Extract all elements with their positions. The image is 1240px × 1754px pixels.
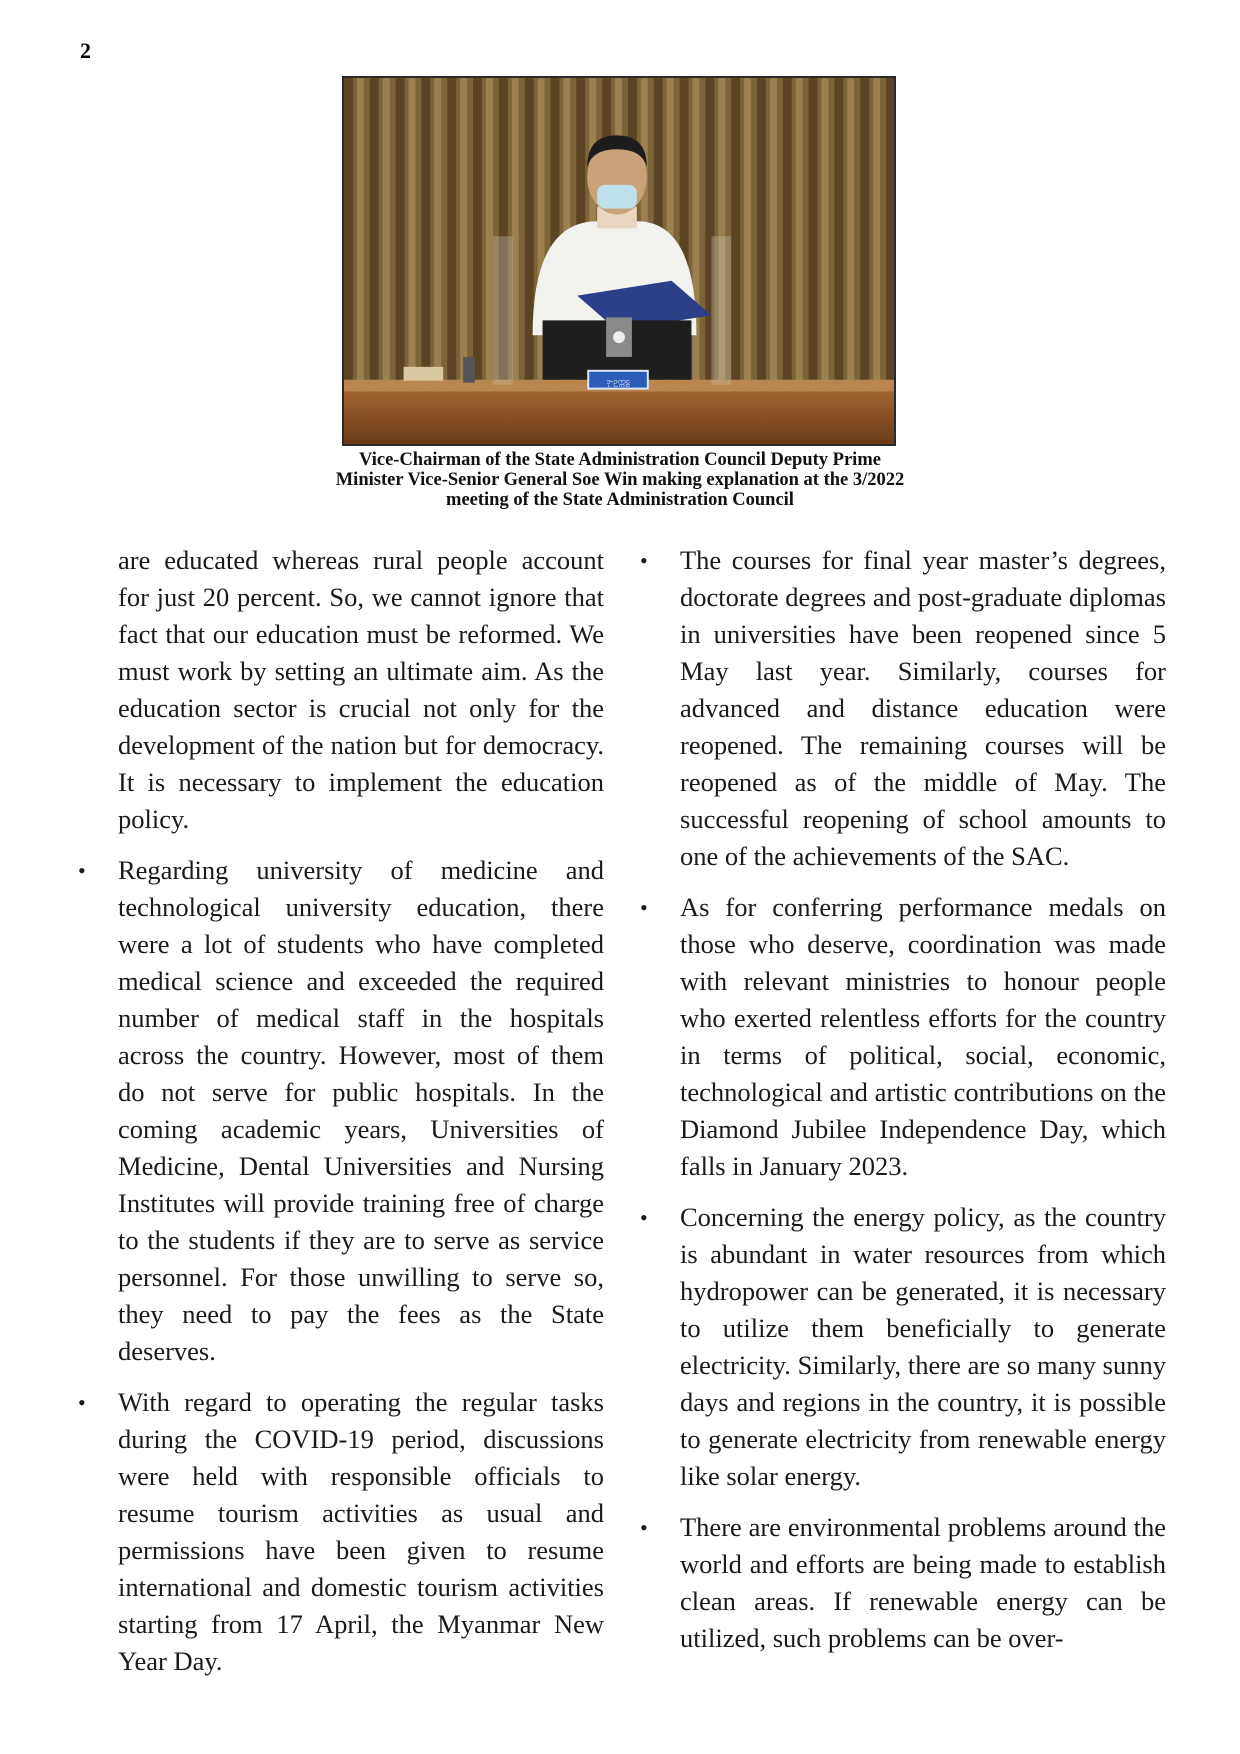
bullet-icon: • [640,1205,648,1230]
right-column [640,542,1166,1671]
speaker-at-podium-image [344,78,894,444]
photo-caption: Vice-Chairman of the State Administration Council Deputy Prime Minister Vice-Senior General Soe Win making explanation at the 3/2022 meeting of the State Administration Council [335,450,905,510]
bullet-item [78,852,604,1370]
bullet-icon: • [640,548,648,573]
bullet-icon: • [640,1515,648,1540]
bullet-icon: • [78,858,86,883]
bullet-text: Concerning the energy policy, as the country is abundant in water resources from which hydropower can be generated, it is necessary to utilize them beneficially to generate electricity. Similarly, there are so many sunny days and regions in the country, it is possible to generate electricity from renewable energy like solar energy. [680,1202,1166,1491]
bullet-text: The courses for final year master’s degrees, doctorate degrees and post-graduate diplomas in universities have been reopened since 5 May last year. Similarly, courses for advanced and distance education were reopened. The remaining courses will be reopened as of the middle of May. The successful reopening of school amounts to one of the achievements of the SAC. [680,545,1166,871]
bullet-text: As for conferring performance medals on those who deserve, coordination was made with relevant ministries to honour people who exerted relentless efforts for the country in terms of political, social, economic, technological and artistic contributions on the Diamond Jubilee Independence Day, which falls in January 2023. [680,892,1166,1181]
bullet-text: There are environmental problems around the world and efforts are being made to establish clean areas. If renewable energy can be utilized, such problems can be over- [680,1512,1166,1653]
bullet-item [640,542,1166,875]
bullet-item [640,889,1166,1185]
bullet-item [78,1384,604,1680]
bullet-item [640,1509,1166,1657]
continued-paragraph: are educated whereas rural people account for just 20 percent. So, we cannot ignore that fact that our education must be reformed. We must work by setting an ultimate aim. As the education sector is crucial not only for the development of the nation but for democracy. It is necessary to implement the education policy. [118,545,604,834]
page-number: 2 [80,38,91,63]
bullet-item [640,1199,1166,1495]
nameplate-text: ဒု-ဥက္ကဋ္ဌ [606,376,630,386]
meeting-photo [342,76,896,446]
bullet-icon: • [78,1390,86,1415]
bullet-text: With regard to operating the regular tasks during the COVID-19 period, discussions were held with responsible officials to resume tourism activities as usual and permissions have been given to resume international and domestic tourism activities starting from 17 April, the Myanmar New Year Day. [118,1387,604,1676]
bullet-text: Regarding university of medicine and technological university education, there were a lot of students who have completed medical science and exceeded the required number of medical staff in the hospitals across the country. However, most of them do not serve for public hospitals. In the coming academic years, Universities of Medicine, Dental Universities and Nursing Institutes will provide training free of charge to the students if they are to serve as service personnel. For those unwilling to serve so, they need to pay the fees as the State deserves. [118,855,604,1366]
bullet-icon: • [640,895,648,920]
left-column [78,542,604,1694]
